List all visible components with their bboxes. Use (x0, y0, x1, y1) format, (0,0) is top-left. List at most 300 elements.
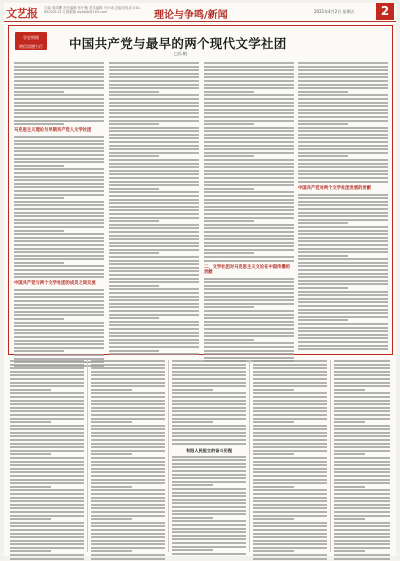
text-line (204, 141, 294, 143)
column-divider (249, 360, 250, 552)
text-line (298, 276, 388, 278)
text-line (14, 73, 104, 75)
text-line (253, 518, 294, 520)
text-line (14, 293, 104, 295)
text-line (14, 222, 104, 224)
text-line (109, 62, 199, 64)
text-line (14, 140, 104, 142)
text-line (204, 166, 294, 168)
text-line (334, 428, 390, 430)
text-line (298, 240, 388, 242)
text-line (14, 168, 104, 170)
text-line (172, 466, 246, 468)
text-line (204, 76, 294, 78)
text-line (172, 367, 246, 369)
text-line (298, 155, 348, 157)
text-line (334, 522, 390, 524)
text-line (253, 432, 327, 434)
text-line (204, 159, 294, 161)
text-line (10, 554, 84, 556)
text-line (109, 188, 159, 190)
text-line (14, 350, 64, 352)
text-line (109, 252, 159, 254)
text-line (253, 396, 327, 398)
text-line (109, 80, 199, 82)
text-line (172, 542, 246, 544)
text-line (14, 190, 104, 192)
badge-line-1: 学史明理 (23, 35, 39, 40)
text-line (253, 540, 327, 542)
text-line (334, 367, 390, 369)
text-line (172, 410, 246, 412)
text-line (334, 418, 390, 420)
text-line (10, 461, 84, 463)
text-line (172, 546, 246, 548)
text-line (14, 276, 104, 278)
text-line (109, 155, 159, 157)
text-line (204, 249, 294, 251)
text-line (10, 500, 84, 502)
text-line (298, 116, 388, 118)
text-line (14, 150, 104, 152)
text-line (14, 194, 104, 196)
text-line (91, 374, 165, 376)
text-line (298, 269, 388, 271)
text-line (109, 177, 199, 179)
text-line (14, 109, 104, 111)
text-line (91, 547, 165, 549)
text-line (109, 256, 199, 258)
text-line (253, 418, 327, 420)
text-line (334, 536, 390, 538)
text-line (10, 367, 84, 369)
text-line (109, 134, 199, 136)
text-line (172, 443, 246, 445)
text-line (334, 482, 390, 484)
text-line (298, 134, 388, 136)
text-line (10, 385, 84, 387)
text-line (109, 227, 199, 229)
text-line (91, 522, 165, 524)
text-line (253, 400, 327, 402)
text-line (10, 364, 84, 366)
text-line (298, 80, 388, 82)
text-line (91, 432, 165, 434)
text-line (204, 84, 294, 86)
text-line (109, 260, 199, 262)
text-line (14, 269, 104, 271)
text-line (14, 307, 104, 309)
text-line (253, 450, 327, 452)
text-line (298, 197, 388, 199)
text-line (253, 475, 327, 477)
text-line (334, 446, 390, 448)
text-line (91, 529, 165, 531)
text-line (14, 336, 104, 338)
text-line (14, 208, 104, 210)
text-line (204, 69, 294, 71)
text-line (253, 443, 327, 445)
text-line (334, 457, 390, 459)
text-line (204, 105, 294, 107)
text-line (14, 219, 104, 221)
text-line (204, 296, 294, 298)
text-line (10, 410, 84, 412)
text-line (204, 339, 254, 341)
text-line (91, 407, 165, 409)
text-line (109, 105, 199, 107)
text-line (204, 181, 294, 183)
text-line (204, 292, 294, 294)
text-line (334, 471, 390, 473)
text-line (298, 273, 388, 275)
text-line (14, 311, 104, 313)
text-line (109, 76, 199, 78)
text-line (109, 137, 199, 139)
text-line (298, 141, 388, 143)
text-line (14, 161, 104, 163)
column-divider (168, 360, 169, 552)
text-line (91, 414, 165, 416)
text-line (298, 283, 388, 285)
text-line (10, 550, 51, 552)
text-line (172, 499, 246, 501)
text-line (204, 306, 254, 308)
text-line (204, 342, 294, 344)
text-line (172, 495, 246, 497)
text-line (334, 479, 390, 481)
text-line (172, 524, 246, 526)
text-line (253, 414, 327, 416)
text-line (204, 66, 294, 68)
text-line (10, 464, 84, 466)
text-line (253, 504, 327, 506)
text-line (204, 245, 294, 247)
text-line (91, 425, 165, 427)
text-line (109, 321, 199, 323)
text-line (253, 543, 327, 545)
text-line (298, 345, 388, 347)
text-line (14, 233, 104, 235)
text-line (10, 439, 84, 441)
text-line (109, 299, 199, 301)
text-line (109, 231, 199, 233)
text-line (14, 87, 104, 89)
text-line (172, 403, 246, 405)
text-line (204, 213, 294, 215)
text-block (172, 456, 246, 555)
text-line (298, 181, 388, 183)
column-badge (15, 32, 47, 50)
text-line (14, 176, 104, 178)
text-line (91, 511, 165, 513)
text-line (91, 518, 132, 520)
text-line (253, 497, 327, 499)
text-line (109, 112, 199, 114)
text-line (14, 329, 104, 331)
text-line (10, 543, 84, 545)
article-byline: □冯 帆 (174, 51, 188, 56)
text-line (298, 237, 388, 239)
section-title: 理论与争鸣/新闻 (154, 10, 228, 21)
text-line (91, 500, 165, 502)
text-line (91, 468, 165, 470)
text-line (172, 513, 246, 515)
text-line (204, 285, 294, 287)
text-line (14, 289, 104, 291)
text-line (334, 475, 390, 477)
text-line (91, 360, 165, 362)
text-line (298, 291, 388, 293)
text-line (298, 255, 348, 257)
text-line (109, 317, 159, 319)
text-line (204, 346, 294, 348)
text-line (334, 443, 390, 445)
text-line (204, 191, 294, 193)
text-line (204, 112, 294, 114)
text-line (109, 328, 199, 330)
text-line (172, 389, 213, 391)
text-line (253, 389, 294, 391)
text-line (172, 510, 246, 512)
text-line (172, 382, 246, 384)
text-line (298, 170, 388, 172)
text-line (109, 69, 199, 71)
text-line (91, 464, 165, 466)
text-line (10, 475, 84, 477)
text-line (334, 396, 390, 398)
text-line (334, 360, 390, 362)
text-line (14, 105, 104, 107)
column-divider (330, 360, 331, 552)
text-line (10, 378, 84, 380)
text-line (91, 367, 165, 369)
article-subheading: 二、文学社团对马克思主义文论在中国传播的贡献 (204, 264, 290, 275)
text-line (14, 314, 104, 316)
article-column-4 (298, 62, 388, 352)
text-line (298, 163, 388, 165)
text-line (91, 378, 165, 380)
text-block (204, 62, 294, 262)
text-line (298, 319, 348, 321)
text-line (14, 248, 104, 250)
text-line (14, 165, 64, 167)
text-line (10, 371, 84, 373)
text-line (172, 531, 246, 533)
text-line (204, 220, 254, 222)
text-line (204, 260, 294, 262)
text-line (14, 80, 104, 82)
text-line (204, 134, 294, 136)
text-line (91, 371, 165, 373)
text-line (172, 400, 246, 402)
text-line (10, 457, 84, 459)
text-line (298, 109, 388, 111)
text-line (253, 511, 327, 513)
text-line (204, 238, 294, 240)
text-line (14, 120, 104, 122)
text-line (204, 353, 294, 355)
text-line (109, 191, 199, 193)
text-line (334, 554, 390, 556)
text-line (14, 179, 104, 181)
text-line (204, 62, 294, 64)
text-line (109, 159, 199, 161)
text-line (109, 278, 199, 280)
text-line (172, 481, 246, 483)
text-line (172, 439, 246, 441)
text-line (10, 400, 84, 402)
text-line (172, 488, 246, 490)
text-line (334, 389, 365, 391)
text-line (334, 489, 390, 491)
text-line (109, 181, 199, 183)
text-line (109, 195, 199, 197)
text-line (91, 364, 165, 366)
text-line (334, 439, 390, 441)
text-block (14, 136, 104, 278)
text-line (10, 468, 84, 470)
text-line (172, 407, 246, 409)
text-line (253, 550, 294, 552)
text-line (204, 177, 294, 179)
text-line (204, 224, 294, 226)
text-line (109, 152, 199, 154)
text-line (298, 327, 388, 329)
text-line (91, 550, 132, 552)
text-line (204, 137, 294, 139)
text-line (14, 123, 64, 125)
text-block (91, 360, 165, 560)
text-line (334, 468, 390, 470)
text-block (172, 360, 246, 445)
lower-column-4 (253, 360, 327, 561)
text-line (172, 428, 246, 430)
text-line (334, 550, 365, 552)
text-line (253, 525, 327, 527)
text-line (172, 374, 246, 376)
text-line (14, 296, 104, 298)
text-line (204, 109, 294, 111)
text-line (298, 112, 388, 114)
text-line (109, 350, 159, 352)
text-line (334, 518, 365, 520)
text-line (109, 202, 199, 204)
text-line (298, 226, 388, 228)
text-block (298, 62, 388, 183)
text-line (109, 148, 199, 150)
text-line (334, 432, 390, 434)
text-line (109, 339, 199, 341)
text-line (10, 529, 84, 531)
text-line (10, 443, 84, 445)
text-line (334, 421, 365, 423)
text-line (253, 378, 327, 380)
text-line (10, 536, 84, 538)
text-line (109, 263, 199, 265)
text-line (10, 497, 84, 499)
text-line (91, 493, 165, 495)
text-line (172, 506, 246, 508)
text-line (91, 543, 165, 545)
text-line (10, 489, 84, 491)
text-line (14, 197, 64, 199)
text-line (14, 158, 104, 160)
text-line (91, 392, 165, 394)
text-line (14, 265, 104, 267)
text-line (109, 292, 199, 294)
text-line (14, 262, 64, 264)
lower-column-5 (334, 360, 390, 561)
text-line (109, 296, 199, 298)
text-line (298, 194, 388, 196)
text-line (334, 515, 390, 517)
text-line (91, 389, 132, 391)
text-line (172, 474, 246, 476)
text-line (109, 66, 199, 68)
text-line (334, 525, 390, 527)
text-line (109, 206, 199, 208)
text-line (172, 553, 246, 555)
text-line (91, 482, 165, 484)
text-line (204, 328, 294, 330)
text-line (298, 244, 388, 246)
text-line (14, 230, 64, 232)
text-line (204, 288, 294, 290)
text-line (298, 84, 388, 86)
text-line (253, 500, 327, 502)
text-line (109, 73, 199, 75)
text-line (14, 340, 104, 342)
text-line (109, 141, 199, 143)
text-line (14, 244, 104, 246)
text-line (172, 421, 213, 423)
text-line (109, 306, 199, 308)
text-line (298, 323, 388, 325)
lower-column-2 (91, 360, 165, 561)
text-line (204, 281, 294, 283)
text-line (204, 170, 294, 172)
text-line (298, 94, 388, 96)
article-column-2 (109, 62, 199, 357)
text-line (204, 317, 294, 319)
text-line (10, 374, 84, 376)
text-line (298, 233, 388, 235)
text-line (10, 392, 84, 394)
text-line (334, 414, 390, 416)
text-line (204, 188, 254, 190)
text-line (204, 173, 294, 175)
text-line (298, 215, 388, 217)
text-line (14, 226, 104, 228)
text-line (91, 479, 165, 481)
text-line (109, 127, 199, 129)
text-line (204, 256, 294, 258)
text-line (298, 62, 388, 64)
text-line (109, 346, 199, 348)
text-line (91, 525, 165, 527)
text-line (334, 540, 390, 542)
text-line (10, 407, 84, 409)
text-line (14, 136, 104, 138)
text-line (10, 382, 84, 384)
text-line (10, 486, 51, 488)
text-line (172, 484, 213, 486)
text-line (10, 493, 84, 495)
text-line (172, 538, 246, 540)
text-line (14, 347, 104, 349)
text-line (109, 145, 199, 147)
